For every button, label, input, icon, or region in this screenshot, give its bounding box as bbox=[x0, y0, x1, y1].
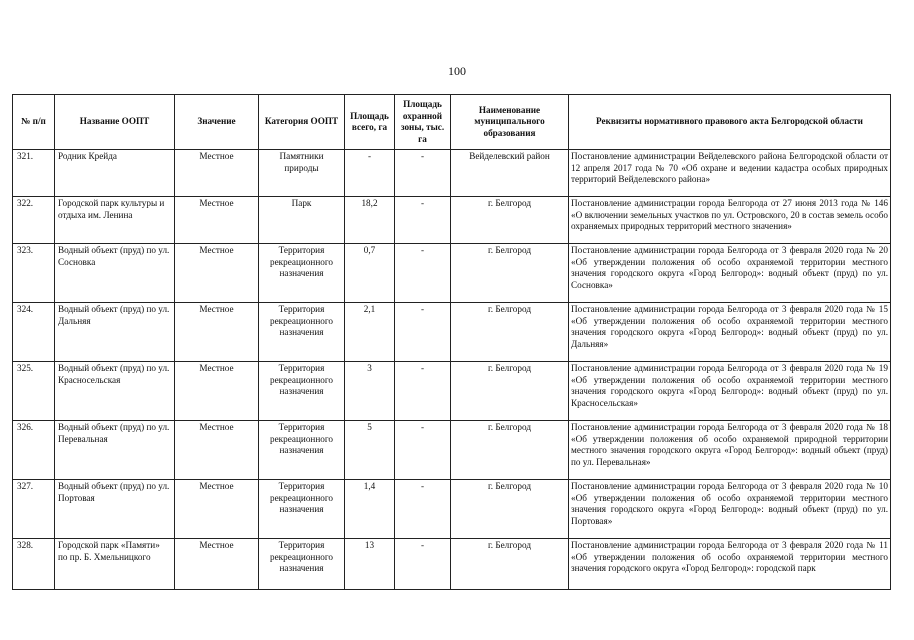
row-municipality: г. Белгород bbox=[451, 421, 569, 480]
header-area-buffer: Площадь охранной зоны, тыс. га bbox=[395, 95, 451, 150]
row-name: Водный объект (пруд) по ул. Сосновка bbox=[55, 244, 175, 303]
row-act: Постановление администрации города Белгорода от 3 февраля 2020 года № 18 «Об утверждении положения об особо охраняемой природной территории местного значения городского округа «Город Белгород»: водный объект (пруд) по ул. Перевальная» bbox=[569, 421, 891, 480]
table-row bbox=[13, 362, 891, 421]
row-area-total: 2,1 bbox=[345, 303, 395, 362]
row-municipality: г. Белгород bbox=[451, 197, 569, 244]
row-municipality: г. Белгород bbox=[451, 303, 569, 362]
row-category: Территория рекреационного назначения bbox=[259, 480, 345, 539]
row-category: Парк bbox=[259, 197, 345, 244]
row-significance: Местное bbox=[175, 244, 259, 303]
row-name: Водный объект (пруд) по ул. Красносельская bbox=[55, 362, 175, 421]
header-area-total: Площадь всего, га bbox=[345, 95, 395, 150]
row-municipality: Вейделевский район bbox=[451, 150, 569, 197]
row-area-total: 3 bbox=[345, 362, 395, 421]
row-municipality: г. Белгород bbox=[451, 362, 569, 421]
row-area-buffer: - bbox=[395, 244, 451, 303]
header-row bbox=[13, 95, 891, 150]
header-num: № п/п bbox=[13, 95, 55, 150]
row-area-buffer: - bbox=[395, 421, 451, 480]
oopt-table bbox=[12, 94, 891, 590]
table-row bbox=[13, 539, 891, 590]
header-municipality: Наименование муниципального образования bbox=[451, 95, 569, 150]
header-category: Категория ООПТ bbox=[259, 95, 345, 150]
row-num: 326. bbox=[13, 421, 55, 480]
row-municipality: г. Белгород bbox=[451, 244, 569, 303]
row-num: 322. bbox=[13, 197, 55, 244]
table-row bbox=[13, 303, 891, 362]
row-num: 323. bbox=[13, 244, 55, 303]
row-category: Территория рекреационного назначения bbox=[259, 244, 345, 303]
table-row bbox=[13, 480, 891, 539]
table-row bbox=[13, 244, 891, 303]
row-act: Постановление администрации города Белгорода от 3 февраля 2020 года № 10 «Об утверждении положения об особо охраняемой территории местного значения городского округа «Город Белгород»: водный объект (пруд) по ул. Портовая» bbox=[569, 480, 891, 539]
row-act: Постановление администрации города Белгорода от 3 февраля 2020 года № 15 «Об утверждении положения об особо охраняемой территории местного значения городского округа «Город Белгород»: водный объект (пруд) по ул. Дальняя» bbox=[569, 303, 891, 362]
row-category: Территория рекреационного назначения bbox=[259, 362, 345, 421]
row-num: 324. bbox=[13, 303, 55, 362]
row-act: Постановление администрации Вейделевского района Белгородской области от 12 апреля 2017 года № 70 «Об охране и ведении кадастра особых природных территорий Вейделевского района» bbox=[569, 150, 891, 197]
row-name: Водный объект (пруд) по ул. Дальняя bbox=[55, 303, 175, 362]
row-significance: Местное bbox=[175, 303, 259, 362]
row-significance: Местное bbox=[175, 197, 259, 244]
row-name: Водный объект (пруд) по ул. Портовая bbox=[55, 480, 175, 539]
row-category: Территория рекреационного назначения bbox=[259, 539, 345, 590]
row-area-total: 13 bbox=[345, 539, 395, 590]
row-num: 325. bbox=[13, 362, 55, 421]
table-row bbox=[13, 421, 891, 480]
row-area-buffer: - bbox=[395, 303, 451, 362]
row-name: Городской парк культуры и отдыха им. Ленина bbox=[55, 197, 175, 244]
header-act: Реквизиты нормативного правового акта Белгородской области bbox=[569, 95, 891, 150]
row-num: 328. bbox=[13, 539, 55, 590]
row-municipality: г. Белгород bbox=[451, 480, 569, 539]
table-row bbox=[13, 150, 891, 197]
header-significance: Значение bbox=[175, 95, 259, 150]
row-act: Постановление администрации города Белгорода от 3 февраля 2020 года № 11 «Об утверждении положения об особо охраняемой территории местного значения городского округа «Город Белгород»: городской парк bbox=[569, 539, 891, 590]
row-area-buffer: - bbox=[395, 480, 451, 539]
header-name: Название ООПТ bbox=[55, 95, 175, 150]
row-category: Памятники природы bbox=[259, 150, 345, 197]
row-name: Водный объект (пруд) по ул. Перевальная bbox=[55, 421, 175, 480]
row-name: Родник Крейда bbox=[55, 150, 175, 197]
row-area-buffer: - bbox=[395, 197, 451, 244]
row-area-total: 0,7 bbox=[345, 244, 395, 303]
row-act: Постановление администрации города Белгорода от 3 февраля 2020 года № 19 «Об утверждении положения об особо охраняемой территории местного значения городского округа «Город Белгород»: водный объект (пруд) по ул. Красносельская» bbox=[569, 362, 891, 421]
row-num: 327. bbox=[13, 480, 55, 539]
row-category: Территория рекреационного назначения bbox=[259, 303, 345, 362]
row-area-buffer: - bbox=[395, 539, 451, 590]
row-significance: Местное bbox=[175, 539, 259, 590]
row-act: Постановление администрации города Белгорода от 3 февраля 2020 года № 20 «Об утверждении положения об особо охраняемой территории местного значения городского округа «Город Белгород»: водный объект (пруд) по ул. Сосновка» bbox=[569, 244, 891, 303]
table-row bbox=[13, 197, 891, 244]
row-act: Постановление администрации города Белгорода от 27 июня 2013 года № 146 «О включении земельных участков по ул. Островского, 20 в состав земель особо охраняемых природных территорий местного значения» bbox=[569, 197, 891, 244]
row-significance: Местное bbox=[175, 362, 259, 421]
row-significance: Местное bbox=[175, 150, 259, 197]
row-category: Территория рекреационного назначения bbox=[259, 421, 345, 480]
row-area-total: 5 bbox=[345, 421, 395, 480]
row-name: Городской парк «Памяти» по пр. Б. Хмельницкого bbox=[55, 539, 175, 590]
page-number: 100 bbox=[448, 64, 466, 78]
row-significance: Местное bbox=[175, 480, 259, 539]
row-area-total: - bbox=[345, 150, 395, 197]
row-area-buffer: - bbox=[395, 362, 451, 421]
row-area-total: 18,2 bbox=[345, 197, 395, 244]
row-municipality: г. Белгород bbox=[451, 539, 569, 590]
row-area-total: 1,4 bbox=[345, 480, 395, 539]
row-significance: Местное bbox=[175, 421, 259, 480]
row-area-buffer: - bbox=[395, 150, 451, 197]
row-num: 321. bbox=[13, 150, 55, 197]
